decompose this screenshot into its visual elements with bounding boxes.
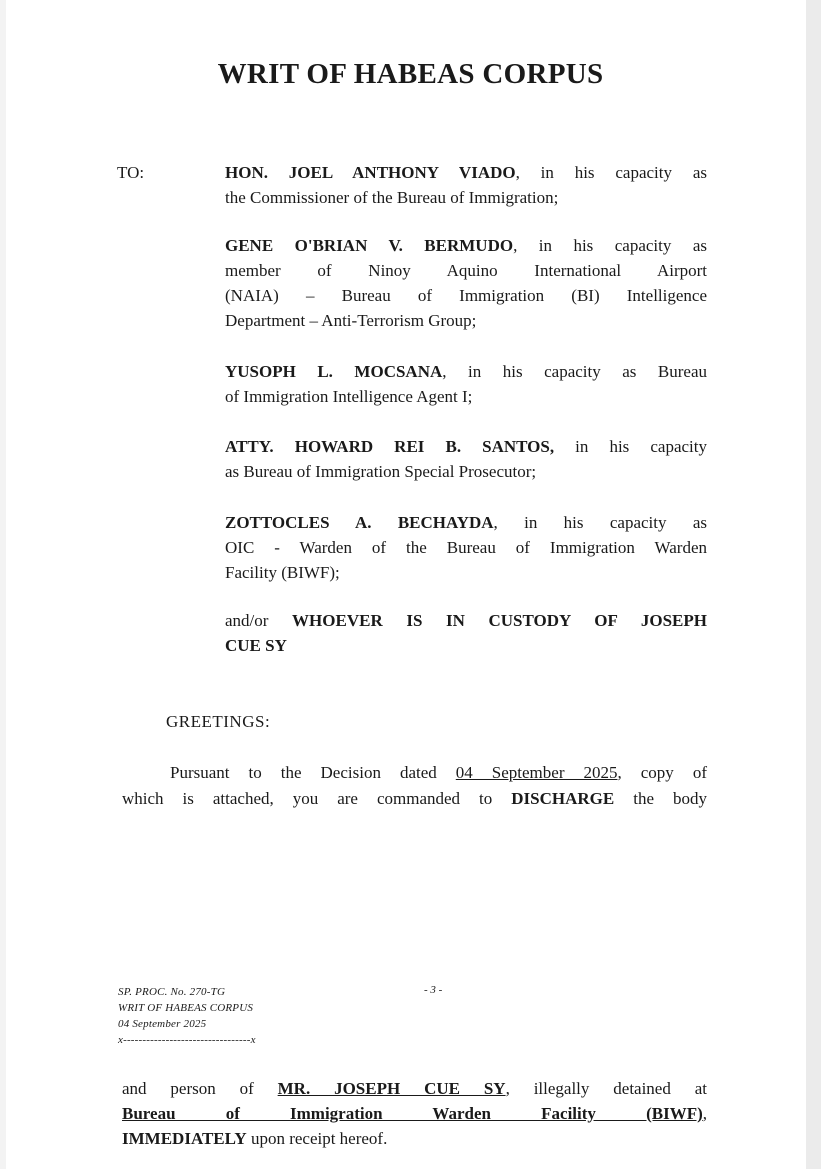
addressee-bermudo: GENE O'BRIAN V. BERMUDO, in his capacity as member of Ninoy Aquino International Airport (NAIA) – Bureau of Immigration (BI) Intelligence Department – Anti-Terrorism Group; xyxy=(225,236,707,330)
page-edge xyxy=(806,0,821,1169)
pursuant-paragraph: Pursuant to the Decision dated 04 September 2025, copy of which is attached, you are commanded to DISCHARGE the body xyxy=(122,763,707,808)
addressee-name: HON. JOEL ANTHONY VIADO xyxy=(225,163,516,182)
addressee-bechayda: ZOTTOCLES A. BECHAYDA, in his capacity as OIC - Warden of the Bureau of Immigration Warden Facility (BIWF); xyxy=(225,513,707,582)
addressee-name: WHOEVER IS IN CUSTODY OF JOSEPH xyxy=(292,611,707,630)
addressee-viado: HON. JOEL ANTHONY VIADO, in his capacity as the Commissioner of the Bureau of Immigration; xyxy=(225,163,707,207)
greetings: GREETINGS: xyxy=(166,712,271,731)
addressee-name: YUSOPH L. MOCSANA xyxy=(225,362,443,381)
addressee-name: GENE O'BRIAN V. BERMUDO xyxy=(225,236,514,255)
page-footer-caption: SP. PROC. No. 270-TG WRIT OF HABEAS CORPUS 04 September 2025 x---------------------------------x xyxy=(118,986,256,1046)
facility-name: Bureau of Immigration Warden Facility (BIWF) xyxy=(122,1104,703,1123)
detainee-name: MR. JOSEPH CUE SY xyxy=(277,1079,506,1098)
discharge-command: DISCHARGE xyxy=(511,789,615,808)
addressee-santos: ATTY. HOWARD REI B. SANTOS, in his capacity as Bureau of Immigration Special Prosecutor; xyxy=(225,437,707,481)
immediately-text: IMMEDIATELY xyxy=(122,1129,247,1148)
to-label: TO: xyxy=(117,163,145,182)
addressee-name: ATTY. HOWARD REI B. SANTOS, xyxy=(225,437,555,456)
decision-date: 04 September 2025 xyxy=(455,763,618,782)
page-number: - 3 - xyxy=(424,984,443,996)
document-title: WRIT OF HABEAS CORPUS xyxy=(217,58,604,90)
addressee-mocsana: YUSOPH L. MOCSANA, in his capacity as Bureau of Immigration Intelligence Agent I; xyxy=(225,362,707,406)
closing-paragraph: and person of MR. JOSEPH CUE SY, illegally detained at Bureau of Immigration Warden Facility (BIWF), IMMEDIATELY upon receipt hereof. xyxy=(122,1079,707,1148)
addressee-name: ZOTTOCLES A. BECHAYDA xyxy=(225,513,494,532)
addressee-whoever: and/or WHOEVER IS IN CUSTODY OF JOSEPH CUE SY xyxy=(225,611,707,655)
